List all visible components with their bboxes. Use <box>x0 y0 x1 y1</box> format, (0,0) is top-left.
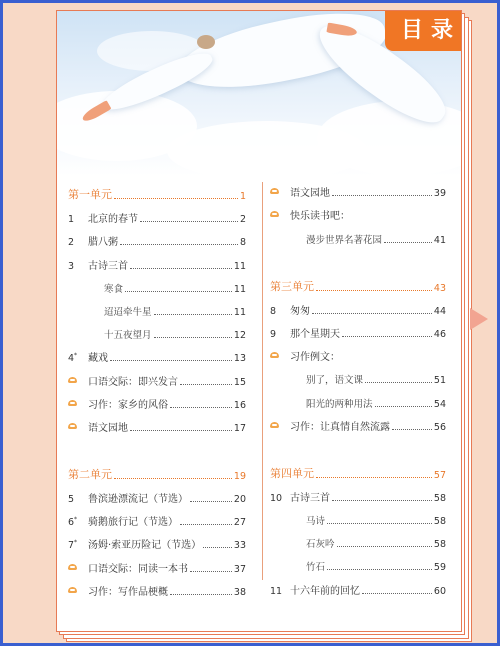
toc-entry[interactable] <box>270 317 446 340</box>
page-number: 17 <box>233 422 246 434</box>
toc-entry[interactable] <box>68 295 246 318</box>
dot-leader <box>337 546 432 547</box>
dot-leader <box>365 382 432 383</box>
page-number: 58 <box>433 539 446 551</box>
dot-leader <box>190 571 232 572</box>
entry-title: 腊八粥 <box>88 237 118 249</box>
speech-icon <box>270 422 279 428</box>
entry-title: 汤姆·索亚历险记（节选） <box>88 540 202 552</box>
dot-leader <box>384 242 432 243</box>
toc-entry[interactable] <box>68 364 246 387</box>
entry-title: 竹石 <box>306 562 326 574</box>
entry-title: 别了，语文课 <box>306 375 364 387</box>
entry-number <box>68 214 88 225</box>
dot-leader <box>180 524 232 525</box>
toc-entry[interactable] <box>68 202 246 225</box>
entry-title: 藏戏 <box>88 353 108 365</box>
toc-entry[interactable] <box>270 573 446 596</box>
page-number: 58 <box>433 516 446 528</box>
dot-leader <box>190 501 232 502</box>
toc-entry[interactable] <box>270 340 446 363</box>
entry-title: 习作：家乡的风俗 <box>88 399 168 411</box>
page-number: 39 <box>433 188 446 200</box>
unit-heading[interactable] <box>270 268 446 294</box>
dot-leader <box>312 313 432 314</box>
entry-title: 第二单元 <box>68 467 112 481</box>
optional-lesson-star: * <box>74 516 78 524</box>
page-number: 58 <box>433 492 446 504</box>
page-number: 37 <box>233 563 246 575</box>
entry-number <box>270 211 290 222</box>
entry-title: 十五夜望月 <box>104 330 152 342</box>
toc-entry[interactable] <box>270 199 446 222</box>
entry-title: 石灰吟 <box>306 539 335 551</box>
toc-entry[interactable] <box>68 575 246 598</box>
page-number: 11 <box>233 260 246 272</box>
toc-entry[interactable] <box>68 272 246 295</box>
entry-title: 古诗三首 <box>88 260 128 272</box>
page-number: 46 <box>433 328 446 340</box>
page-number: 41 <box>433 234 446 246</box>
dot-leader <box>342 336 432 337</box>
lesson-number: 5 <box>68 494 75 506</box>
toc-entry[interactable] <box>68 225 246 248</box>
page-number: 19 <box>233 470 246 482</box>
entry-title: 迢迢牵牛星 <box>104 306 152 318</box>
page-number: 16 <box>233 399 246 411</box>
toc-entry[interactable] <box>68 551 246 574</box>
page-number: 1 <box>239 191 246 202</box>
entry-number <box>270 586 290 597</box>
entry-number <box>68 377 88 388</box>
lesson-number: 11 <box>270 585 283 597</box>
dot-leader <box>114 198 238 199</box>
lesson-number: 3 <box>68 260 75 272</box>
entry-title: 漫步世界名著花园 <box>306 234 383 246</box>
entry-number <box>68 400 88 411</box>
entry-title: 古诗三首 <box>290 492 330 504</box>
page-number: 33 <box>233 540 246 552</box>
toc-entry[interactable] <box>270 294 446 317</box>
toc-entry[interactable] <box>68 411 246 434</box>
unit-heading[interactable] <box>68 176 246 202</box>
entry-title: 寒食 <box>104 283 124 295</box>
page-number: 13 <box>233 353 246 365</box>
speech-icon <box>270 188 279 194</box>
dot-leader <box>375 406 432 407</box>
column-divider <box>262 182 263 580</box>
toc-entry[interactable] <box>270 481 446 504</box>
entry-number <box>68 494 88 505</box>
toc-entry[interactable] <box>68 388 246 411</box>
toc-entry[interactable] <box>270 222 446 245</box>
speech-icon <box>68 377 77 383</box>
entry-number <box>270 306 290 317</box>
toc-title: 目录 <box>385 10 462 51</box>
toc-entry[interactable] <box>270 410 446 433</box>
dot-leader <box>180 384 232 385</box>
toc-entry[interactable] <box>270 176 446 199</box>
entry-title: 骑鹅旅行记（节选） <box>88 517 178 529</box>
dot-leader <box>110 360 232 361</box>
entry-title: 第一单元 <box>68 188 112 201</box>
entry-title: 习作：写作品梗概 <box>88 586 168 598</box>
entry-title: 习作例文： <box>290 352 340 364</box>
entry-number <box>68 237 88 248</box>
speech-icon <box>68 400 77 406</box>
dot-leader <box>125 291 232 292</box>
dot-leader <box>327 569 432 570</box>
dot-leader <box>170 407 232 408</box>
page-number: 44 <box>433 305 446 317</box>
page-number: 57 <box>433 469 446 481</box>
entry-number <box>270 188 290 199</box>
page-number: 54 <box>433 398 446 410</box>
dot-leader <box>130 430 232 431</box>
dot-leader <box>332 195 432 196</box>
dot-leader <box>130 268 232 269</box>
entry-title: 那个星期天 <box>290 328 340 340</box>
dot-leader <box>140 221 238 222</box>
toc-entry[interactable] <box>270 527 446 550</box>
dot-leader <box>114 478 232 479</box>
dot-leader <box>170 594 232 595</box>
page-number: 8 <box>239 237 246 249</box>
entry-number <box>270 352 290 363</box>
dot-leader <box>362 593 432 594</box>
entry-number <box>270 422 290 433</box>
toc-entry[interactable] <box>68 528 246 551</box>
section-gap <box>270 433 446 455</box>
entry-title: 第四单元 <box>270 466 314 480</box>
page-number: 2 <box>239 214 246 226</box>
entry-title: 快乐读书吧： <box>290 211 350 223</box>
page-number: 20 <box>233 494 246 506</box>
entry-title: 马诗 <box>306 516 326 528</box>
lesson-number: 10 <box>270 492 283 504</box>
toc-entry[interactable] <box>68 318 246 341</box>
entry-title: 十六年前的回忆 <box>290 585 360 597</box>
toc-column-right <box>270 176 446 597</box>
entry-title: 习作：让真情自然流露 <box>290 421 390 433</box>
entry-title: 语文园地 <box>290 188 330 200</box>
page-number: 11 <box>233 306 246 318</box>
lesson-number: 1 <box>68 214 75 226</box>
dot-leader <box>120 244 238 245</box>
dot-leader <box>154 337 232 338</box>
toc-column-left <box>68 176 246 598</box>
toc-entry[interactable] <box>68 482 246 505</box>
dot-leader <box>154 314 232 315</box>
toc-entry[interactable] <box>68 341 246 364</box>
toc-entry[interactable] <box>68 505 246 528</box>
entry-number <box>68 539 88 551</box>
speech-icon <box>68 564 77 570</box>
entry-number <box>68 352 88 364</box>
page-number: 15 <box>233 376 246 388</box>
dot-leader <box>332 500 432 501</box>
entry-title: 北京的春节 <box>88 214 138 226</box>
entry-title: 口语交际：同读一本书 <box>88 563 188 575</box>
toc-entry[interactable] <box>68 248 246 271</box>
entry-number <box>270 329 290 340</box>
toc-entry[interactable] <box>270 363 446 386</box>
toc-entry[interactable] <box>270 504 446 527</box>
optional-lesson-star: * <box>74 352 78 360</box>
lesson-number: 8 <box>270 305 277 317</box>
toc-entry[interactable] <box>270 386 446 409</box>
page-number: 43 <box>433 282 446 294</box>
section-gap <box>270 246 446 268</box>
entry-number <box>270 493 290 504</box>
dot-leader <box>203 547 232 548</box>
dot-leader <box>316 290 432 291</box>
page-number: 27 <box>233 517 246 529</box>
entry-number <box>68 564 88 575</box>
speech-icon <box>68 587 77 593</box>
entry-number <box>68 261 88 272</box>
entry-number <box>68 587 88 598</box>
dot-leader <box>392 429 432 430</box>
lesson-number: 9 <box>270 328 277 340</box>
entry-title: 匆匆 <box>290 305 310 317</box>
speech-icon <box>270 211 279 217</box>
entry-title: 阳光的两种用法 <box>306 398 373 410</box>
page-number: 56 <box>433 421 446 433</box>
page-number: 60 <box>433 585 446 597</box>
dot-leader <box>316 477 432 478</box>
entry-title: 第三单元 <box>270 279 314 293</box>
entry-title: 语文园地 <box>88 422 128 434</box>
entry-number <box>68 516 88 528</box>
speech-icon <box>270 352 279 358</box>
unit-heading[interactable] <box>68 456 246 482</box>
entry-title: 鲁滨逊漂流记（节选） <box>88 494 188 506</box>
toc-entry[interactable] <box>270 550 446 573</box>
section-gap <box>68 434 246 456</box>
page-number: 59 <box>433 562 446 574</box>
unit-heading[interactable] <box>270 455 446 481</box>
page-number: 11 <box>233 283 246 295</box>
optional-lesson-star: * <box>74 539 78 547</box>
page-number: 38 <box>233 586 246 598</box>
entry-number <box>68 423 88 434</box>
speech-icon <box>68 423 77 429</box>
page-number: 51 <box>433 375 446 387</box>
dot-leader <box>327 523 432 524</box>
lesson-number: 7 <box>68 540 75 552</box>
lesson-number: 6 <box>68 517 75 529</box>
lesson-number: 2 <box>68 237 75 249</box>
lesson-number: 4 <box>68 353 75 365</box>
page-number: 12 <box>233 330 246 342</box>
entry-title: 口语交际：即兴发言 <box>88 376 178 388</box>
